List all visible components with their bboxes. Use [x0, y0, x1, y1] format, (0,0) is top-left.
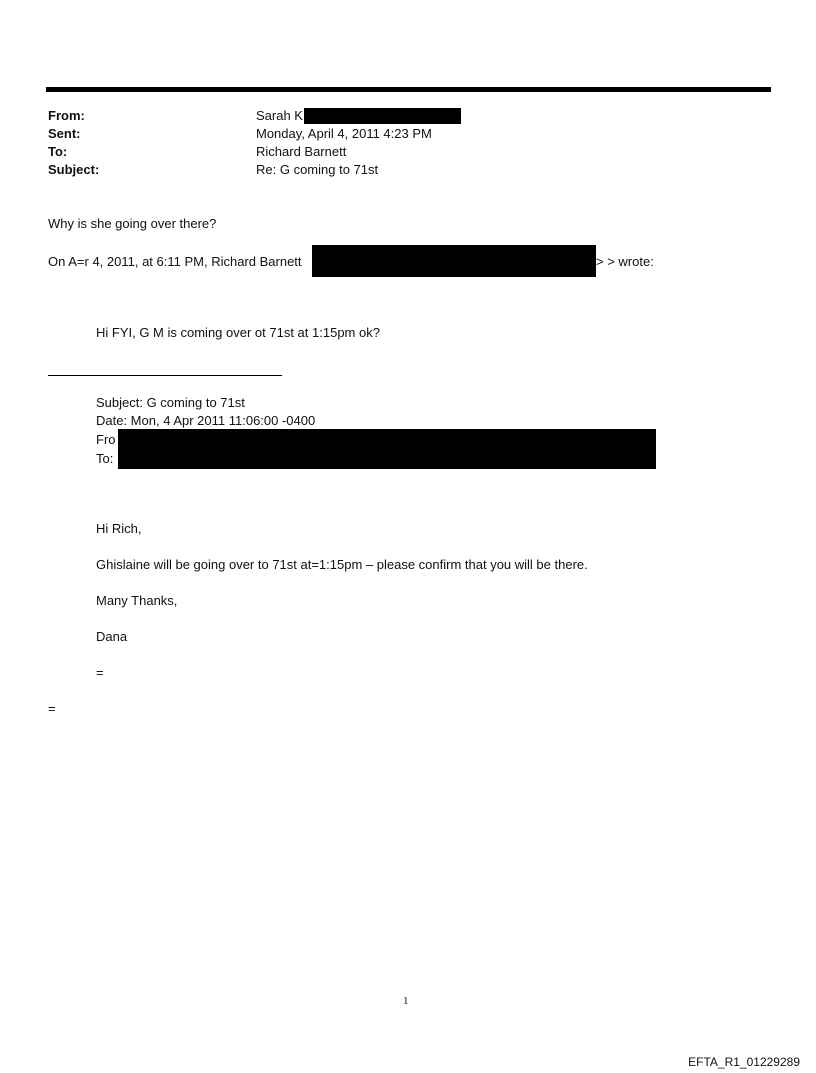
forwarded-trailing-eq: =	[96, 665, 104, 680]
forwarded-closing: Many Thanks,	[96, 593, 178, 608]
page-number: 1	[403, 995, 409, 1007]
forwarded-greeting: Hi Rich,	[96, 521, 142, 536]
end-eq: =	[48, 701, 56, 716]
forwarded-subject: Subject: G coming to 71st	[96, 395, 245, 410]
subject-label: Subject:	[48, 162, 100, 177]
sent-label: Sent:	[48, 126, 81, 141]
from-value: Sarah K	[256, 108, 303, 123]
forwarded-to-label: To:	[96, 451, 114, 466]
forwarded-message: Ghislaine will be going over to 71st at=1:15pm – please confirm that you will be there.	[96, 557, 588, 572]
quote-intro-end: > > wrote:	[596, 254, 654, 269]
to-label: To:	[48, 144, 68, 159]
sent-value: Monday, April 4, 2011 4:23 PM	[256, 126, 432, 141]
forwarded-date: Date: Mon, 4 Apr 2011 11:06:00 -0400	[96, 413, 316, 428]
to-value: Richard Barnett	[256, 144, 347, 159]
forwarded-signature: Dana	[96, 629, 128, 644]
quote-intro: On A=r 4, 2011, at 6:11 PM, Richard Barnett	[48, 254, 302, 269]
document-id: EFTA_R1_01229289	[688, 1055, 800, 1069]
redaction-block	[312, 245, 596, 277]
subject-value: Re: G coming to 71st	[256, 162, 379, 177]
header-rule	[46, 87, 771, 92]
forwarded-from-label: Fro	[96, 432, 116, 447]
redaction-block	[304, 108, 461, 124]
reply-line: Why is she going over there?	[48, 216, 217, 231]
redaction-block	[118, 429, 656, 469]
quote-separator	[48, 375, 282, 376]
quoted-message: Hi FYI, G M is coming over ot 71st at 1:15pm ok?	[96, 325, 380, 340]
from-label: From:	[48, 108, 85, 123]
